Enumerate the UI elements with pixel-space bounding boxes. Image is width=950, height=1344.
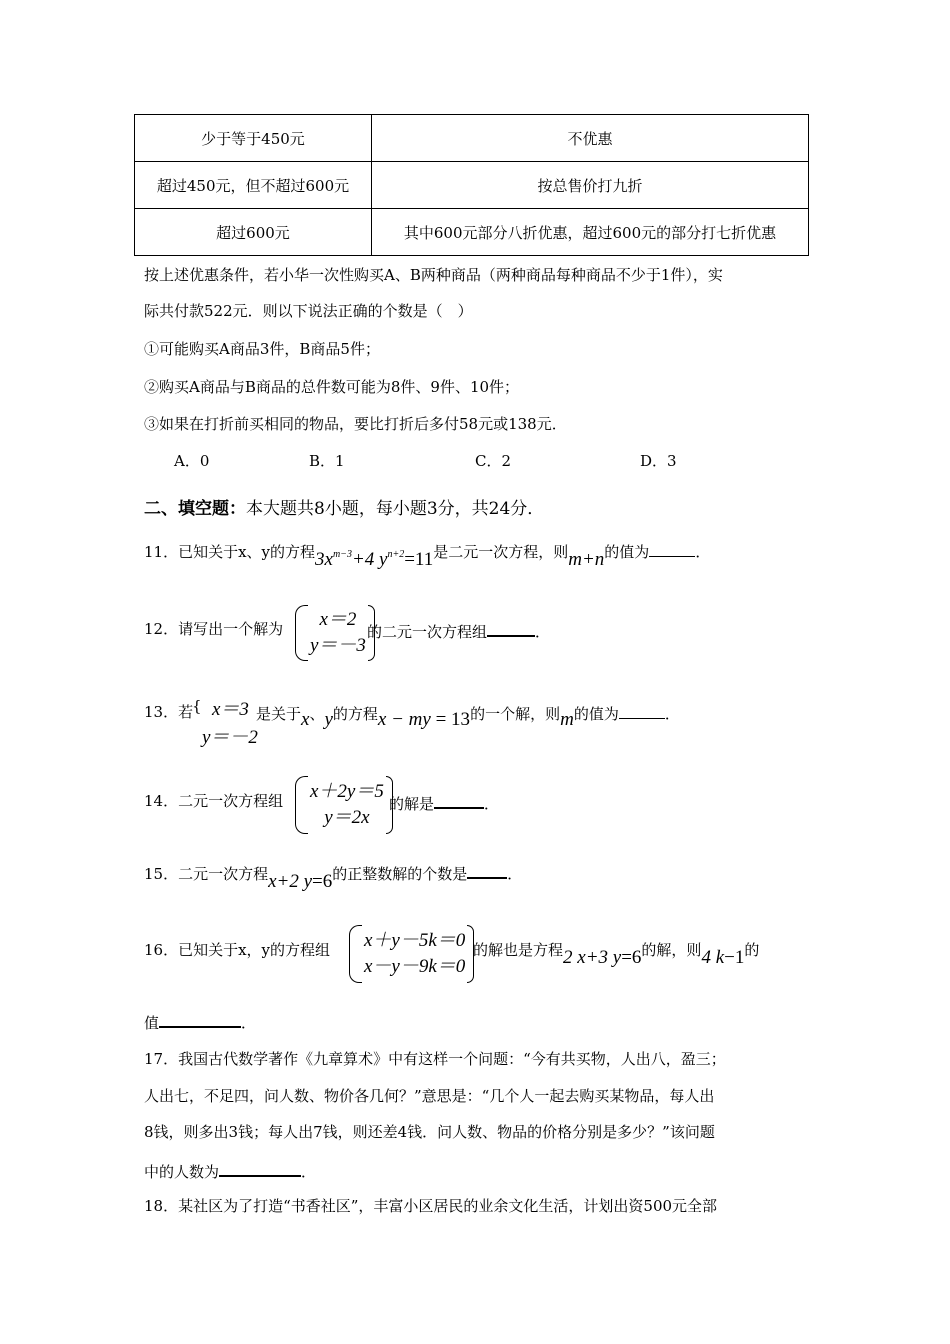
q11-expression: m+n <box>568 549 605 570</box>
q12-pre: 12．请写出一个解为 <box>144 620 284 638</box>
q11-end: ． <box>695 543 711 561</box>
q12-post: 的二元一次方程组 <box>367 623 488 641</box>
answer-blank[interactable] <box>487 619 535 637</box>
q12-system <box>295 605 375 661</box>
answer-blank[interactable] <box>467 861 507 879</box>
q14-eq1: x＋2y＝5 <box>310 781 384 802</box>
q13-mid4: 的一个解，则 <box>470 705 561 723</box>
q16-expression: 4 k−1 <box>701 947 745 968</box>
question-15 <box>144 861 523 892</box>
q12-end: ． <box>535 623 551 641</box>
q12-eq1: x＝2 <box>319 609 357 630</box>
q13-end: ． <box>664 705 680 723</box>
q13-eq1: x＝3 <box>212 699 249 720</box>
q17-line4: 中的人数为 ． <box>144 1159 316 1182</box>
q15-end: ． <box>507 865 523 883</box>
q10-statement-3: ③如果在打折前买相同的物品，要比打折后多付58元或138元． <box>144 415 567 433</box>
q10-line1: 按上述优惠条件，若小华一次性购买A、B两种商品（两种商品每种商品不少于1件），实 <box>144 266 723 284</box>
q16-system <box>349 925 474 983</box>
q17-line1: 17．我国古代数学著作《九章算术》中有这样一个问题：“今有共买物，人出八，盈三； <box>144 1050 726 1068</box>
left-brace <box>295 776 308 834</box>
answer-blank[interactable] <box>434 791 484 809</box>
left-brace <box>349 925 362 983</box>
section-desc: 本大题共8小题，每小题3分，共24分． <box>246 499 545 519</box>
section-heading <box>144 498 544 520</box>
q13-equation: x − my = 13 <box>377 709 471 730</box>
q16-line2: 值 ． <box>144 1010 256 1033</box>
q16-tail <box>473 940 760 968</box>
q16-mid: 的解也是方程 <box>473 941 564 959</box>
q10-line2: 际共付款522元．则以下说法正确的个数是（ ） <box>144 302 473 320</box>
q13-pre: 13．若 <box>144 703 194 721</box>
q14-post: 的解是 <box>389 795 435 813</box>
table-row <box>135 209 809 256</box>
table-cell: 其中600元部分八折优惠，超过600元的部分打七折优惠 <box>372 209 809 256</box>
q13-brace: { <box>192 697 202 715</box>
q16-mid2: 的解，则 <box>641 941 702 959</box>
option-b: B．1 <box>309 452 345 470</box>
q10-statement-2: ②购买A商品与B商品的总件数可能为8件、9件、10件； <box>144 378 520 396</box>
q18-line1: 18．某社区为了打造“书香社区”，丰富小区居民的业余文化生活，计划出资500元全部 <box>144 1197 718 1215</box>
table-cell: 按总售价打九折 <box>372 162 809 209</box>
question-11 <box>144 540 711 570</box>
table-cell: 超过600元 <box>135 209 372 256</box>
table-row <box>135 162 809 209</box>
q15-pre: 15．二元一次方程 <box>144 865 269 883</box>
q11-equation: $3x^{m-3}+4$ $y^{n+2}=11$ <box>315 549 434 570</box>
answer-blank[interactable] <box>219 1159 301 1177</box>
option-c: C．2 <box>475 452 512 470</box>
q13-tail: 是关于x、y的方程x − my = 13的一个解，则m的值为 ． <box>256 702 680 724</box>
q13-mid1: 是关于 <box>256 705 302 723</box>
table-cell: 不优惠 <box>372 115 809 162</box>
option-d: D．3 <box>640 452 677 470</box>
q16-post: 的 <box>744 941 760 959</box>
q12-eq2: y＝－3 <box>310 635 366 656</box>
q15-equation: x+2 y=6 <box>268 871 333 892</box>
q13-mid2: 、 <box>309 705 325 723</box>
q11-mid: 是二元一次方程，则 <box>433 543 569 561</box>
section-title: 二、填空题： <box>144 499 246 519</box>
q17-line2: 人出七，不足四，问人数、物价各几何？”意思是：“几个人一起去购买某物品，每人出 <box>144 1087 715 1105</box>
q14-system <box>295 776 393 834</box>
answer-blank[interactable] <box>619 702 665 719</box>
q16-eq2: x－y－9k＝0 <box>364 956 466 977</box>
table-row <box>135 115 809 162</box>
q13-mid3: 的方程 <box>332 705 378 723</box>
answer-blank[interactable] <box>159 1010 241 1028</box>
left-brace <box>295 605 308 661</box>
q14-end: ． <box>484 795 500 813</box>
q11-pre: 11．已知关于x、y的方程 <box>144 543 316 561</box>
q10-statement-1: ①可能购买A商品3件，B商品5件； <box>144 340 380 358</box>
table-cell: 超过450元，但不超过600元 <box>135 162 372 209</box>
discount-table <box>134 114 809 256</box>
table-cell: 少于等于450元 <box>135 115 372 162</box>
q13-post: 的值为 <box>573 705 619 723</box>
q17-line3: 8钱，则多出3钱；每人出7钱，则还差4钱．问人数、物品的价格分别是多少？”该问题 <box>144 1123 715 1141</box>
q11-post: 的值为 <box>604 543 650 561</box>
q12-tail <box>367 619 550 642</box>
answer-blank[interactable] <box>649 540 695 557</box>
q14-pre: 14．二元一次方程组 <box>144 792 284 810</box>
q14-eq2: y＝2x <box>324 807 370 828</box>
q16-pre: 16．已知关于x，y的方程组 <box>144 941 331 959</box>
q16-equation: 2 x+3 y=6 <box>563 947 642 968</box>
q14-tail <box>389 791 499 814</box>
option-a: A．0 <box>174 452 210 470</box>
q15-post: 的正整数解的个数是 <box>332 865 468 883</box>
q16-eq1: x＋y－5k＝0 <box>364 930 466 951</box>
q13-eq2: y＝－2 <box>202 727 258 748</box>
